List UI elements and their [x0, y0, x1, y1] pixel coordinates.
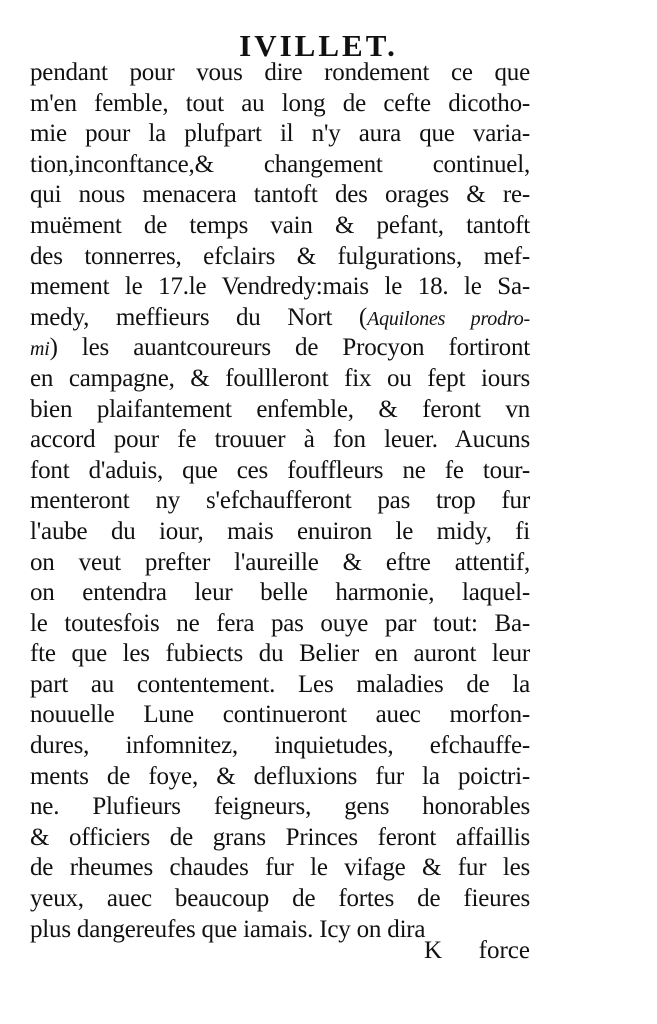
- signature-mark: K: [424, 937, 443, 964]
- text-line: ments de foye, & defluxions fur la poictri-: [30, 762, 530, 790]
- text-line: accord pour fe trouuer à fon leuer. Aucuns: [30, 426, 530, 454]
- text-line: on entendra leur belle harmonie, laquel-: [30, 579, 530, 607]
- text-line: yeux, auec beaucoup de fortes de fieures: [30, 885, 530, 913]
- text-line: mie pour la plufpart il n'y aura que varia-: [30, 120, 530, 148]
- text-segment: medy, meffieurs du Nort (: [30, 303, 368, 331]
- text-line: fte que les fubiects du Belier en auront leur: [30, 640, 530, 668]
- page-footer: [420, 937, 530, 969]
- text-line: on veut prefter l'aureille & eftre attentif,: [30, 548, 530, 576]
- text-line: le toutesfois ne fera pas ouye par tout: Ba-: [30, 609, 530, 637]
- running-head: IVILLET.: [239, 28, 398, 63]
- text-line: part au contentement. Les maladies de la: [30, 670, 530, 698]
- text-line: muëment de temps vain & pefant, tantoft: [30, 211, 530, 239]
- latin-gloss: Aquilones prodro-: [367, 307, 530, 330]
- text-line: qui nous menacera tantoft des orages & re-: [30, 181, 530, 209]
- text-line: font d'aduis, que ces fouffleurs ne fe tour-: [30, 456, 530, 484]
- text-line: ne. Plufieurs feigneurs, gens honorables: [30, 793, 530, 821]
- text-line: mement le 17.le Vendredy:mais le 18. le Sa-: [30, 273, 530, 301]
- text-line: de rheumes chaudes fur le vifage & fur les: [30, 854, 530, 882]
- text-line: nouuelle Lune continueront auec morfon-: [30, 701, 530, 729]
- text-line: plus dangereufes que iamais. Icy on dira: [30, 915, 426, 943]
- text-line: menteront ny s'efchaufferont pas trop fur: [30, 487, 530, 515]
- body-text: [30, 58, 530, 945]
- text-line: [30, 303, 530, 334]
- text-line: l'aube du iour, mais enuiron le midy, fi: [30, 517, 530, 545]
- text-line: dures, infomnitez, inquietudes, efchauffe-: [30, 732, 530, 760]
- text-line: [30, 333, 530, 364]
- latin-gloss: mi: [30, 338, 50, 361]
- text-line: des tonnerres, efclairs & fulgurations, mef-: [30, 242, 530, 270]
- catchword: force: [478, 937, 530, 964]
- text-line: m'en femble, tout au long de cefte dicotho-: [30, 89, 530, 117]
- text-segment: ) les auantcoureurs de Procyon fortiront: [49, 334, 530, 362]
- text-line: bien plaifantement enfemble, & feront vn: [30, 395, 530, 423]
- text-line: pendant pour vous dire rondement ce que: [30, 59, 530, 86]
- text-line: tion,inconftance,& changement continuel,: [30, 150, 530, 178]
- text-line: en campagne, & foullleront fix ou fept iours: [30, 364, 530, 392]
- text-line: & officiers de grans Princes feront affaillis: [30, 823, 530, 851]
